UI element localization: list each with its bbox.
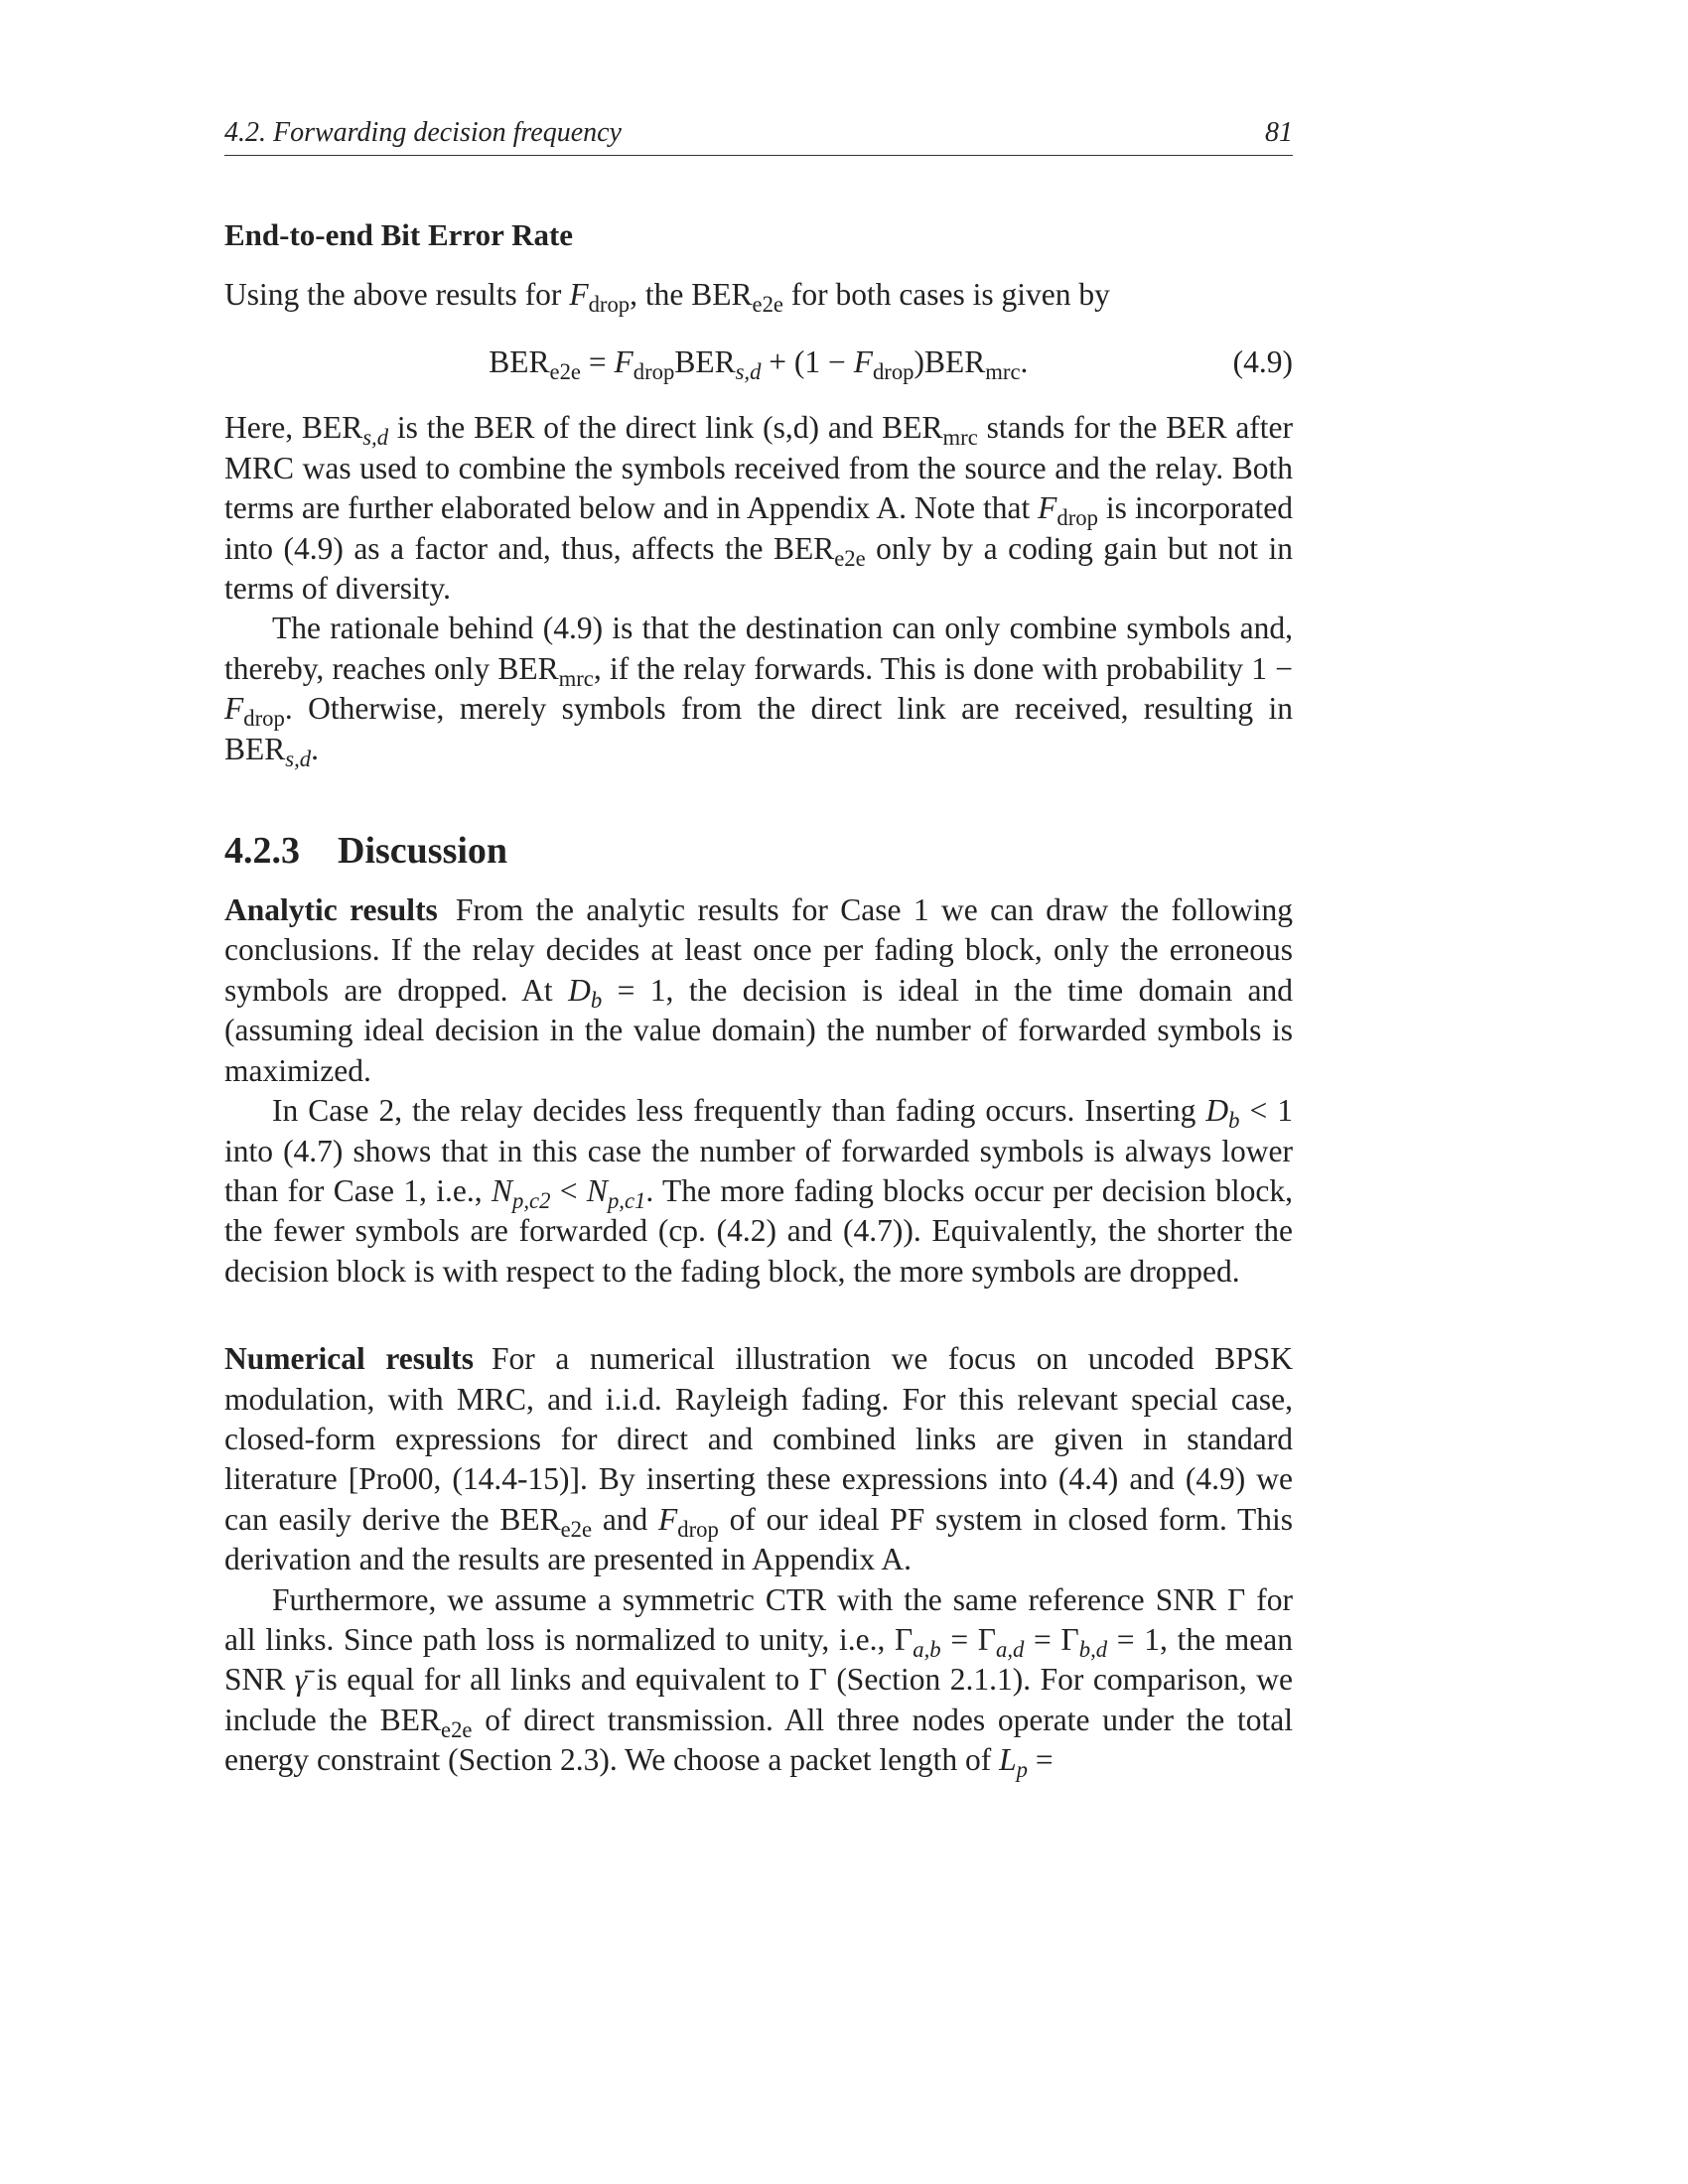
paragraph-here: Here, $BER_{s,d}$ is the BER of the direct link (s,d) and $BER_{mrc}$ stands for the BER after MRC was used to combine the symbols received from the source and the relay. Both terms are further elaborated below and in Appendix A. Note that $F_{drop}$ is incorporated into (4.9) as a factor and, thus, affects the $BER_{e2e}$ only by a coding gain but not in terms of diversity. [224,410,1294,607]
section-title: Discussion [338,830,508,873]
section-heading [224,829,1293,873]
equation-body: $BER_{e2e} = F_{drop}BER_{s,d} + (1 - F_{drop})BER_{mrc}$. [489,344,1029,385]
runin-heading-numerical: Numerical results [224,1341,474,1377]
running-header [224,117,1293,156]
paragraph-furthermore: Furthermore, we assume a symmetric CTR with the same reference SNR Γ for all links. Since path loss is normalized to unity, i.e., $\Gamma_{a,b} = \Gamma_{a,d} = \Gamma_{b,d} = 1$, the mean SNR γ̄ is equal for all links and equivalent to Γ (Section 2.1.1). For comparison, we include the $BER_{e2e}$ of direct transmission. All three nodes operate under the total energy constraint (Section 2.3). We choose a packet length of $L_p$ = [224,1581,1294,1782]
paragraph-analytic: Analytic results From the analytic results for Case 1 we can draw the following conclusions. If the relay decides at least once per fading block, only the erroneous symbols are dropped. At $D_b = 1$, the decision is ideal in the time domain and (assuming ideal decision in the value domain) the number of forwarded symbols is maximized. [224,892,1293,1088]
runin-heading-analytic: Analytic results [224,892,438,928]
paragraph-numerical: Numerical results For a numerical illustration we focus on uncoded BPSK modulation, with MRC, and i.i.d. Rayleigh fading. For this relevant special case, closed-form expressions for direct and combined links are given in standard literature [Pro00, (14.4-15)]. By inserting these expressions into (4.4) and (4.9) we can easily derive the $BER_{e2e}$ and $F_{drop}$ of our ideal PF system in closed form. This derivation and the results are presented in Appendix A. [224,1341,1294,1577]
paragraph-case2: In Case 2, the relay decides less frequently than fading occurs. Inserting $D_b < 1$ into (4.7) shows that in this case the number of forwarded symbols is always lower than for Case 1, i.e., $N_{p,c2} < N_{p,c1}$. The more fading blocks occur per decision block, the fewer symbols are forwarded (cp. (4.2) and (4.7)). Equivalently, the shorter the decision block is with respect to the fading block, the more symbols are dropped. [224,1093,1294,1289]
paragraph-intro: Using the above results for $F_{drop}$, the $BER_{e2e}$ for both cases is given by [224,277,1110,317]
running-header-title: 4.2. Forwarding decision frequency [224,117,622,148]
equation-4-9 [224,344,1293,385]
subsection-heading: End-to-end Bit Error Rate [224,217,574,252]
page [224,117,1293,1781]
section-number: 4.2.3 [224,830,300,873]
page-number: 81 [1265,117,1293,148]
equation-number: (4.9) [1232,344,1293,380]
paragraph-rationale: The rationale behind (4.9) is that the destination can only combine symbols and, thereby, reaches only $BER_{mrc}$, if the relay forwards. This is done with probability $1 - F_{drop}$. Otherwise, merely symbols from the direct link are received, resulting in $BER_{s,d}$. [224,611,1293,771]
